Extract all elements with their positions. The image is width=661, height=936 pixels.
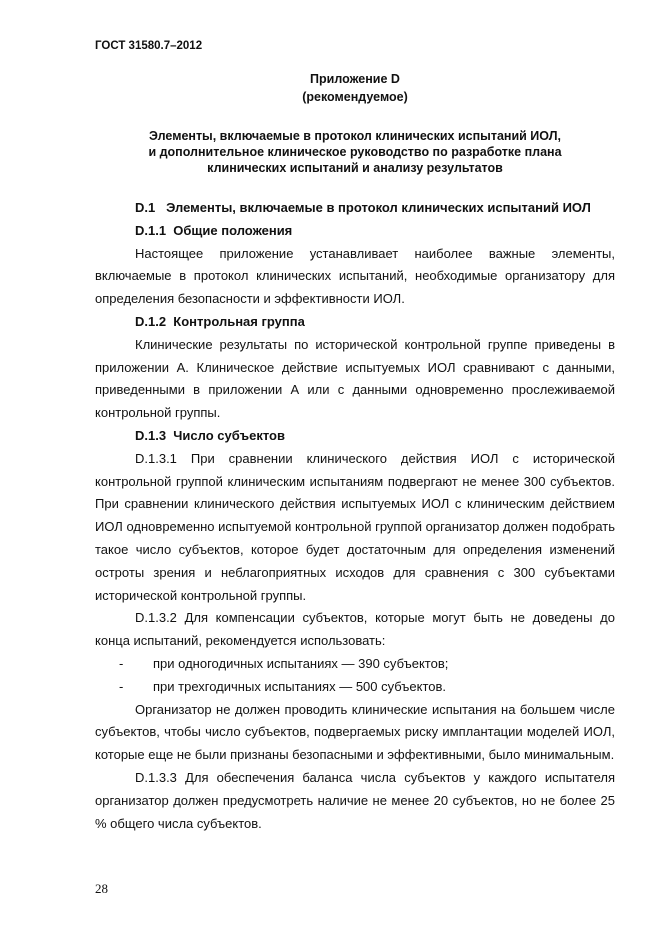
list-item [95,676,615,699]
section-heading-d1: D.1 Элементы, включаемые в протокол клинических испытаний ИОЛ [135,200,591,215]
list-item [95,653,615,676]
page-number: 28 [95,881,108,896]
document-title [95,128,615,176]
document-title-line: клинических испытаний и анализу результатов [207,161,503,175]
paragraph: Организатор не должен проводить клинические испытания на большем числе субъектов, чтобы число субъектов, подвергаемых риску имплантации моделей ИОЛ, которые еще не были признаны безопасными и эффективными, было минимальным. [95,701,615,763]
document-body [95,197,615,835]
standard-header: ГОСТ 31580.7–2012 [95,40,203,52]
paragraph-d1-3-1: D.1.3.1 При сравнении клинического действия ИОЛ с исторической контрольной группой клиническим испытаниям подвергают не менее 300 субъектов. При сравнении клинического действия испытуемых ИОЛ с клиническим действием ИОЛ одновременно испытуемой контрольной группой организатор должен подобрать такое число субъектов, которое будет достаточным для определения изменений остроты зрения и неблагоприятных исходов для сравнения с 300 субъектами исторической контрольной группы. [95,450,615,603]
list-item-text: при одногодичных испытаниях — 390 субъектов; [153,655,449,671]
annex-title: Приложение D [310,72,400,86]
annex-heading [95,70,615,106]
paragraph-d1-3-2: D.1.3.2 Для компенсации субъектов, которые могут быть не доведены до конца испытаний, рекомендуется использовать: [95,610,615,649]
list-item-text: при трехгодичных испытаниях — 500 субъектов. [153,678,447,694]
paragraph-d1-3-3: D.1.3.3 Для обеспечения баланса числа субъектов у каждого испытателя организатор должен предусмотреть наличие не менее 20 субъектов, но не более 25 % общего числа субъектов. [95,769,615,831]
list-marker: - [119,678,124,694]
section-heading-d13: D.1.3 Число субъектов [135,427,285,443]
document-title-line: и дополнительное клиническое руководство по разработке плана [148,145,562,159]
annex-status: (рекомендуемое) [302,90,408,104]
section-heading-d12: D.1.2 Контрольная группа [135,313,305,329]
paragraph: Настоящее приложение устанавливает наиболее важные элементы, включаемые в протокол клинических испытаний, необходимые организатору для определения безопасности и эффективности ИОЛ. [95,245,615,307]
section-heading-d11: D.1.1 Общие положения [135,222,293,238]
document-title-line: Элементы, включаемые в протокол клинических испытаний ИОЛ, [149,129,561,143]
list-marker: - [119,655,124,671]
paragraph: Клинические результаты по исторической контрольной группе приведены в приложении А. Клиническое действие испытуемых ИОЛ сравнивают с данными, приведенными в приложении А или с данными одновременно прослеживаемой контрольной группы. [95,336,615,421]
